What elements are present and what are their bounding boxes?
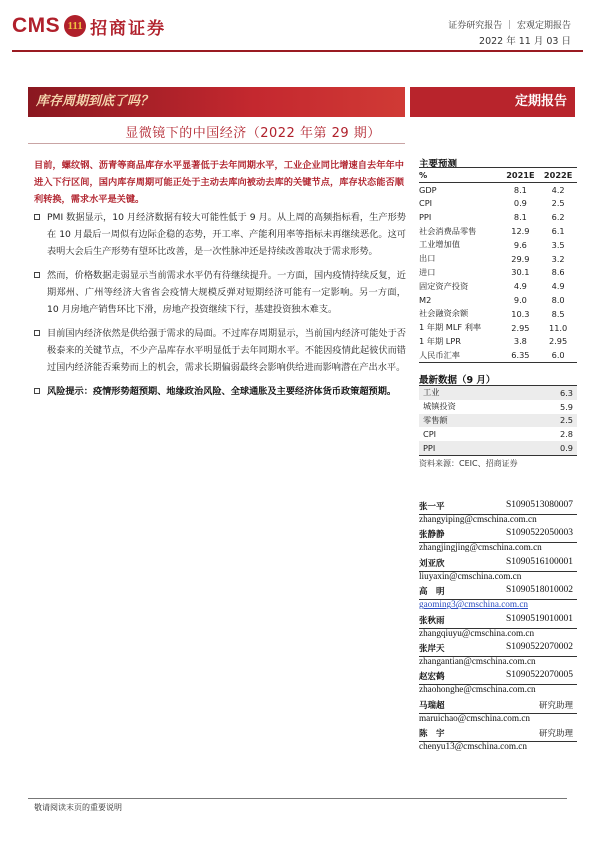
analyst-cert-id: S1090518010002 xyxy=(505,585,573,596)
row-label: 1 年期 MLF 利率 xyxy=(419,322,482,333)
row-label: 工业增加值 xyxy=(419,239,460,250)
row-label: 工业 xyxy=(419,386,527,400)
row-label: 城镇投资 xyxy=(423,401,456,412)
cell-value: 2.5 xyxy=(551,198,565,209)
cell-value: 6.2 xyxy=(551,212,565,223)
table-row xyxy=(419,441,577,455)
subtitle-divider xyxy=(28,143,405,144)
bullet-text: 然而，价格数据走弱显示当前需求水平仍有待继续提升。一方面，国内疫情持续反复，近期郑州、广州等经济大省省会疫情大规模反弹对短期经济可能有一定影响。另一方面，10 月房地产销售环比下滑，房地产投资继续下行，基建投资独木难支。 xyxy=(47,270,406,315)
analyst-entry xyxy=(419,585,577,613)
footer-note: 敬请阅读末页的重要说明 xyxy=(34,803,122,812)
table-row xyxy=(419,224,577,238)
logo-cms-text: CMS xyxy=(12,14,61,37)
table-row xyxy=(419,197,577,211)
cell-value: 4.9 xyxy=(513,281,527,292)
report-date: 2022 年 11 月 03 日 xyxy=(479,36,571,47)
footer-divider xyxy=(28,798,567,799)
table-row xyxy=(419,386,577,400)
table-row xyxy=(419,335,577,349)
bullet-item xyxy=(34,209,406,260)
analyst-email[interactable]: maruichao@cmschina.com.cn xyxy=(419,712,531,723)
analyst-email[interactable]: zhaohonghe@cmschina.com.cn xyxy=(419,684,536,695)
risk-label: 风险提示： xyxy=(47,386,93,397)
logo-badge-icon: 111 xyxy=(64,15,86,37)
column-header: % xyxy=(419,168,502,183)
cell-value: 3.8 xyxy=(513,336,527,347)
cell-value: 3.5 xyxy=(551,239,565,250)
cell-value: 8.1 xyxy=(513,184,527,195)
cell-value: 2.8 xyxy=(559,429,573,440)
row-label: 固定资产投资 xyxy=(419,280,469,291)
cell-value: 2.5 xyxy=(527,414,577,428)
table-header-row xyxy=(419,168,577,183)
column-header: 2021E xyxy=(502,168,540,183)
analyst-email[interactable]: zhangantian@cmschina.com.cn xyxy=(419,655,536,666)
row-label: 人民币汇率 xyxy=(419,348,502,362)
cell-value: 6.35 xyxy=(502,348,540,362)
analyst-role: 研究助理 xyxy=(538,700,573,711)
cell-value: 2.95 xyxy=(549,336,568,347)
row-label: CPI xyxy=(419,198,433,209)
cell-value: 6.1 xyxy=(551,226,565,237)
table-row xyxy=(419,279,577,293)
analyst-cert-id: S1090522050003 xyxy=(505,528,573,539)
bullet-list xyxy=(34,209,406,407)
analyst-entry xyxy=(419,727,577,755)
risk-text: 疫情形势超预期、地缘政治风险、全球通胀及主要经济体货币政策超预期。 xyxy=(92,386,397,397)
report-type: 证券研究报告 ｜ 宏观定期报告 xyxy=(448,21,571,31)
forecast-title: 主要预测 xyxy=(419,159,458,170)
cell-value: 4.2 xyxy=(551,184,565,195)
analyst-email-link[interactable]: gaoming3@cmschina.com.cn xyxy=(419,599,528,610)
row-label: PPI xyxy=(419,441,527,455)
analyst-cert-id: S1090516100001 xyxy=(505,556,573,567)
table-row xyxy=(419,307,577,321)
report-category: 定期报告 xyxy=(410,87,575,117)
analyst-email[interactable]: liuyaxin@cmschina.com.cn xyxy=(419,570,522,581)
analyst-cert-id: S1090522070005 xyxy=(505,670,573,681)
column-header: 2022E xyxy=(539,168,577,183)
latest-data-title: 最新数据（9 月） xyxy=(419,375,496,386)
analyst-cert-id: S1090519010001 xyxy=(505,613,573,624)
cell-value: 12.9 xyxy=(511,226,530,237)
analyst-entry xyxy=(419,614,577,642)
cell-value: 2.95 xyxy=(511,322,530,333)
cell-value: 9.0 xyxy=(513,295,527,306)
analyst-list xyxy=(419,500,577,756)
cell-value: 8.0 xyxy=(551,295,565,306)
row-label: 出口 xyxy=(419,253,436,264)
cell-value: 0.9 xyxy=(527,441,577,455)
analyst-entry xyxy=(419,699,577,727)
risk-bullet xyxy=(34,383,406,400)
analyst-name: 张岸天 xyxy=(419,643,445,654)
bullet-item xyxy=(34,325,406,376)
cell-value: 9.6 xyxy=(513,239,527,250)
row-label: 社会融资余额 xyxy=(419,308,469,319)
cell-value: 6.0 xyxy=(539,348,577,362)
cell-value: 8.1 xyxy=(513,212,527,223)
latest-data-table xyxy=(419,385,577,456)
analyst-name: 张静静 xyxy=(419,530,445,541)
bullet-square-icon xyxy=(34,214,40,220)
table-row xyxy=(419,321,577,335)
table-row xyxy=(419,400,577,414)
row-label: M2 xyxy=(419,295,432,306)
table-row xyxy=(419,293,577,307)
row-label: CPI xyxy=(423,429,437,440)
report-subtitle: 显微镜下的中国经济（2022 年第 29 期） xyxy=(125,126,381,141)
analyst-email[interactable]: zhangjingjing@cmschina.com.cn xyxy=(419,542,542,553)
analyst-email[interactable]: chenyu13@cmschina.com.cn xyxy=(419,741,527,752)
cell-value: 5.9 xyxy=(559,401,573,412)
analyst-entry xyxy=(419,557,577,585)
table-row xyxy=(419,348,577,362)
analyst-name: 张秋雨 xyxy=(419,615,445,626)
row-label: PPI xyxy=(419,212,432,223)
table-row xyxy=(419,182,577,196)
report-title: 库存周期到底了吗？ xyxy=(28,87,405,117)
header-divider xyxy=(12,50,583,52)
analyst-name: 陈 宇 xyxy=(419,729,445,740)
logo-company-name: 招商证券 xyxy=(90,18,167,39)
company-logo xyxy=(12,14,166,38)
cell-value: 29.9 xyxy=(511,253,530,264)
analyst-email[interactable]: zhangqiuyu@cmschina.com.cn xyxy=(419,627,535,638)
analyst-name: 赵宏鹤 xyxy=(419,672,445,683)
analyst-role: 研究助理 xyxy=(538,729,573,740)
row-label: 社会消费品零售 xyxy=(419,225,477,236)
cell-value: 11.0 xyxy=(549,322,568,333)
analyst-name: 马瑞超 xyxy=(419,700,445,711)
analyst-name: 刘亚欣 xyxy=(419,558,445,569)
cell-value: 6.3 xyxy=(527,386,577,400)
table-row xyxy=(419,252,577,266)
row-label: 进口 xyxy=(419,266,436,277)
table-row xyxy=(419,266,577,280)
analyst-entry xyxy=(419,670,577,698)
row-label: GDP xyxy=(419,184,437,195)
bullet-item xyxy=(34,267,406,318)
data-source-note: 资料来源：CEIC、招商证券 xyxy=(419,459,518,468)
analyst-name: 高 明 xyxy=(419,587,445,598)
cell-value: 4.9 xyxy=(551,281,565,292)
forecast-table xyxy=(419,167,577,363)
bullet-square-icon xyxy=(34,272,40,278)
analyst-entry xyxy=(419,500,577,528)
cell-value: 8.6 xyxy=(551,267,565,278)
analyst-cert-id: S1090513080007 xyxy=(505,500,573,510)
bullet-text: 目前国内经济依然是供给强于需求的局面。不过库存周期显示，当前国内经济可能处于否极泰来的关键节点，不少产品库存水平明显低于去年同期水平。不能因疫情此起彼伏而错过国内经济能否乘势而上的机会，需求长期偏弱最终会影响供给进而影响潜在产出水平。 xyxy=(47,328,406,373)
bullet-square-icon xyxy=(34,388,40,394)
analyst-cert-id: S1090522070002 xyxy=(505,641,573,652)
cell-value: 30.1 xyxy=(511,267,530,278)
table-row xyxy=(419,414,577,428)
analyst-name: 张一平 xyxy=(419,502,445,512)
row-label: 零售额 xyxy=(419,414,527,428)
analyst-entry xyxy=(419,528,577,556)
bullet-square-icon xyxy=(34,330,40,336)
cell-value: 0.9 xyxy=(513,198,527,209)
bullet-text: PMI 数据显示，10 月经济数据有较大可能性低于 9 月。从上周的高频指标看，生产形势在 10 月最后一周似有边际企稳的态势，开工率、产能利用率等指标未再继续恶化。这可表明大会后生产形势有望环比改善，是一次性脉冲还是持续改善取决于需求形势。 xyxy=(47,212,406,257)
analyst-email[interactable]: zhangyiping@cmschina.com.cn xyxy=(419,514,537,524)
table-row xyxy=(419,427,577,441)
table-row xyxy=(419,238,577,252)
cell-value: 10.3 xyxy=(511,308,530,319)
summary-paragraph: 目前，螺纹钢、沥青等商品库存水平显著低于去年同期水平，工业企业同比增速自去年年中进入下行区间，国内库存周期可能正处于主动去库向被动去库的关键节点，库存状态能否顺利转换，需求水平是关键。 xyxy=(34,160,404,205)
table-row xyxy=(419,210,577,224)
header-meta xyxy=(448,18,571,50)
cell-value: 8.5 xyxy=(551,308,565,319)
cell-value: 3.2 xyxy=(551,253,565,264)
analyst-entry xyxy=(419,642,577,670)
row-label: 1 年期 LPR xyxy=(419,335,461,346)
